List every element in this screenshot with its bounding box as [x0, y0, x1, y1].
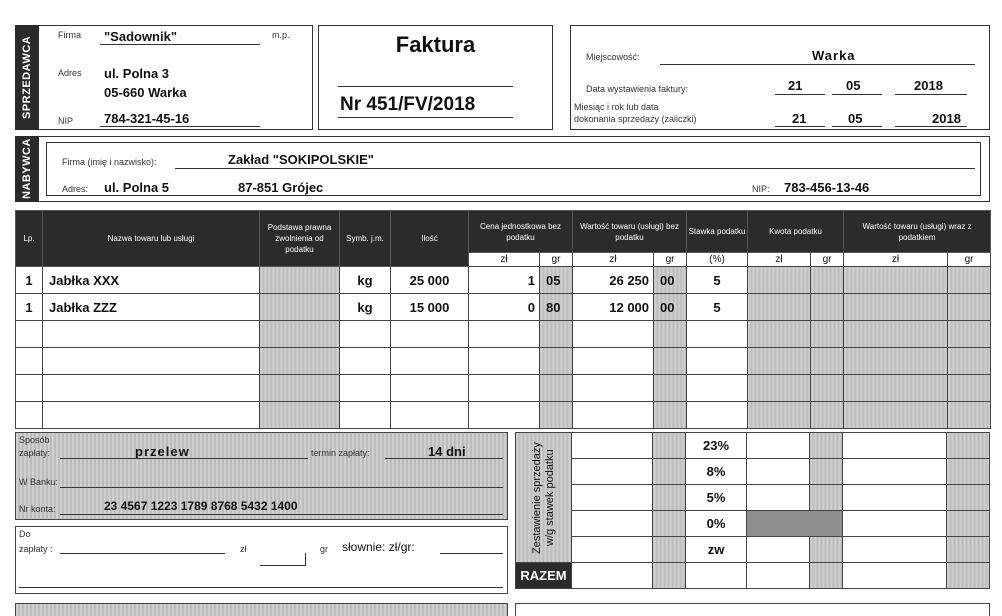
issue-day-line: [775, 94, 825, 95]
invoice-number: Nr 451/FV/2018: [340, 94, 476, 115]
due-zl: zł: [240, 544, 247, 554]
sale-year: 2018: [932, 111, 961, 126]
summary-rate: zw: [686, 537, 747, 563]
seller-nip-label: NIP: [58, 116, 74, 126]
row-qty: 25 000: [391, 267, 469, 294]
due-gr: gr: [320, 544, 329, 554]
row-gross-zl: [844, 267, 948, 294]
row-lp: 1: [16, 294, 43, 321]
seller-nip-line: [100, 126, 260, 127]
row-value-gr: 00: [654, 294, 687, 321]
payment-method-label1: Sposób: [19, 435, 50, 445]
payment-method: przelew: [135, 444, 190, 459]
sub-price-gr: gr: [540, 253, 573, 267]
sale-year-line: [895, 126, 967, 127]
row-name: Jabłka XXX: [43, 267, 260, 294]
sub-value-zl: zł: [573, 253, 654, 267]
due-words-label: słownie: zł/gr:: [342, 540, 415, 554]
row-value-gr: 00: [654, 267, 687, 294]
row-price-zl: 1: [469, 267, 540, 294]
issue-month: 05: [846, 78, 861, 93]
payment-bank-label: W Banku:: [19, 477, 59, 487]
payment-account-line: [60, 514, 503, 515]
due-gr-line: [260, 553, 306, 566]
row-price-gr: 05: [540, 267, 573, 294]
invoice-title-line: [338, 86, 513, 87]
seller-mp: m.p.: [272, 30, 290, 40]
buyer-nip-label: NIP:: [752, 184, 770, 194]
summary-side-label: Zestawienie sprzedaży w/g stawek podatku: [530, 441, 556, 554]
sub-gross-gr: gr: [948, 253, 991, 267]
row-tax-gr: [811, 294, 844, 321]
row-price-gr: 80: [540, 294, 573, 321]
summary-side: [516, 433, 572, 563]
row-value-zl: 26 250: [573, 267, 654, 294]
row-unit: kg: [340, 267, 391, 294]
summary-razem: RAZEM: [516, 563, 572, 589]
payment-bank-line: [60, 487, 503, 488]
invoice-number-line: [338, 117, 513, 118]
table-row-empty: [16, 348, 991, 375]
buyer-name: Zakład "SOKIPOLSKIE": [228, 152, 374, 167]
row-unit: kg: [340, 294, 391, 321]
row-basis: [260, 267, 340, 294]
table-row-empty: [16, 375, 991, 402]
place-line: [660, 64, 975, 65]
buyer-name-label: Firma (imię i nazwisko):: [62, 157, 157, 167]
header-qty: Ilość: [391, 211, 469, 267]
header-name: Nazwa towaru lub usługi: [43, 211, 260, 267]
seller-side-label: SPRZEDAWCA: [15, 25, 39, 130]
row-tax-gr: [811, 267, 844, 294]
payment-account: 23 4567 1223 1789 8768 5432 1400: [104, 499, 298, 513]
row-rate: 5: [687, 294, 748, 321]
summary-rate: 23%: [686, 433, 747, 459]
header-symb: Symb. j.m.: [340, 211, 391, 267]
row-basis: [260, 294, 340, 321]
sub-rate-pct: (%): [687, 253, 748, 267]
buyer-name-line: [175, 168, 975, 169]
table-row: [16, 267, 991, 294]
sub-gross-zl: zł: [844, 253, 948, 267]
row-price-zl: 0: [469, 294, 540, 321]
buyer-nip-line: [775, 195, 975, 196]
seller-nip: 784-321-45-16: [104, 111, 190, 126]
sub-value-gr: gr: [654, 253, 687, 267]
due-label2: zapłaty :: [19, 544, 53, 554]
payment-term-line: [385, 458, 503, 459]
row-gross-zl: [844, 294, 948, 321]
due-words-line: [440, 553, 503, 554]
header-lp: Lp.: [16, 211, 43, 267]
sale-date-label1: Miesiąc i rok lub data: [574, 102, 659, 112]
row-value-zl: 12 000: [573, 294, 654, 321]
summary-rate: 8%: [686, 459, 747, 485]
row-name: Jabłka ZZZ: [43, 294, 260, 321]
header-rate: Stawka podatku: [687, 211, 748, 253]
buyer-side-label: NABYWCA: [15, 136, 39, 202]
buyer-nip: 783-456-13-46: [784, 180, 870, 195]
issue-date-label: Data wystawienia faktury:: [586, 84, 689, 94]
summary-rate: 5%: [686, 485, 747, 511]
row-gross-gr: [948, 294, 991, 321]
issue-day: 21: [788, 78, 803, 93]
issue-year-line: [895, 94, 967, 95]
row-rate: 5: [687, 267, 748, 294]
header-price: Cena jednostkowa bez podatku: [469, 211, 573, 253]
buyer-city: 87-851 Grójec: [238, 180, 324, 195]
seller-firma-label: Firma: [58, 30, 81, 40]
sale-month-line: [832, 126, 882, 127]
summary-table: [515, 432, 990, 589]
seller-adres2: 05-660 Warka: [104, 85, 187, 100]
payment-method-label2: zapłaty:: [19, 448, 51, 458]
row-lp: 1: [16, 267, 43, 294]
sub-tax-zl: zł: [748, 253, 811, 267]
header-gross: Wartość towaru (usługi) wraz z podatkiem: [844, 211, 991, 253]
table-row-empty: [16, 321, 991, 348]
bottom-left-box: [15, 603, 508, 616]
row-gross-gr: [948, 267, 991, 294]
header-tax: Kwota podatku: [748, 211, 844, 253]
payment-method-line: [60, 458, 308, 459]
sale-day-line: [775, 126, 825, 127]
sale-month: 05: [848, 111, 863, 126]
row-tax-zl: [748, 294, 811, 321]
sub-price-zl: zł: [469, 253, 540, 267]
due-label1: Do: [19, 529, 31, 539]
row-tax-zl: [748, 267, 811, 294]
buyer-street: ul. Polna 5: [104, 180, 170, 195]
table-row-empty: [16, 402, 991, 429]
payment-term-label: termin zapłaty:: [311, 448, 370, 458]
sub-tax-gr: gr: [811, 253, 844, 267]
items-table: [15, 210, 991, 429]
sale-date-label2: dokonania sprzedaży (zaliczki): [574, 114, 697, 124]
due-amount-line: [60, 553, 225, 554]
header-value: Wartość towaru (usługi) bez podatku: [573, 211, 687, 253]
seller-firma: "Sadownik": [104, 29, 178, 44]
payment-account-label: Nr konta:: [19, 504, 56, 514]
issue-year: 2018: [914, 78, 943, 93]
buyer-adres-line: [97, 195, 747, 196]
issue-month-line: [832, 94, 882, 95]
seller-firma-line: [100, 44, 260, 45]
row-qty: 15 000: [391, 294, 469, 321]
bottom-right-box: [515, 603, 990, 616]
header-basis: Podstawa prawna zwolnienia od podatku: [260, 211, 340, 267]
place-value: Warka: [812, 48, 856, 63]
invoice-title: Faktura: [395, 32, 476, 57]
due-words-line2: [19, 587, 503, 588]
seller-adres1: ul. Polna 3: [104, 66, 170, 81]
buyer-adres-label: Adres:: [62, 184, 89, 194]
payment-term: 14 dni: [428, 444, 466, 459]
summary-rate: 0%: [686, 511, 747, 537]
place-label: Miejscowość:: [586, 52, 640, 62]
sale-day: 21: [792, 111, 807, 126]
table-row: [16, 294, 991, 321]
seller-adres-label: Adres: [58, 68, 82, 78]
